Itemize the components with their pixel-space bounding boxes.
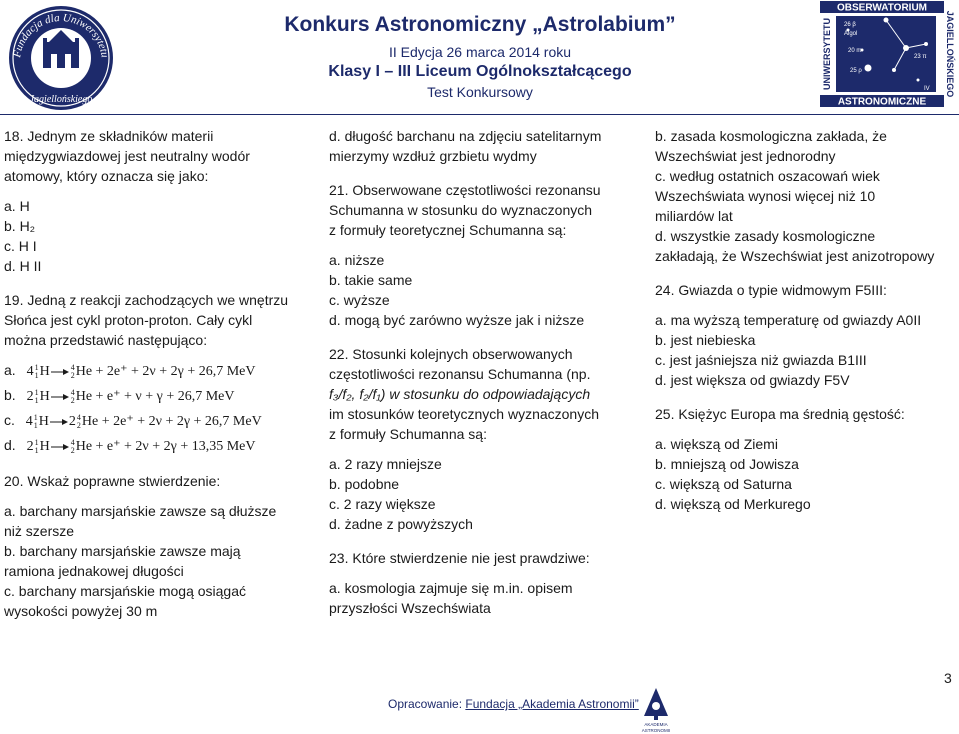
svg-text:Algol: Algol	[844, 31, 858, 37]
q22-line: 22. Stosunki kolejnych obserwowanych	[329, 346, 573, 362]
q21-option: c. wyższe	[329, 292, 390, 308]
q18-line: międzygwiazdowej jest neutralny wodór	[4, 148, 250, 164]
q22-option: c. 2 razy większe	[329, 496, 436, 512]
q25-option: c. większą od Saturna	[655, 476, 792, 492]
q20-option: mierzymy wzdłuż grzbietu wydmy	[329, 148, 537, 164]
equation: 2 1 1 H 4 2 He + e⁺ + 2ν + 2γ + 13,35 MeV	[26, 438, 256, 455]
test-header	[230, 12, 730, 102]
q21-line: 21. Obserwowane częstotliwości rezonansu	[329, 182, 601, 198]
q25-line: 25. Księżyc Europa ma średnią gęstość:	[655, 406, 905, 422]
q23-option: przyszłości Wszechświata	[329, 600, 491, 616]
q19-line: można przedstawić następująco:	[4, 332, 208, 348]
q24-option: a. ma wyższą temperaturę od gwiazdy A0II	[655, 312, 922, 328]
q24-option: b. jest niebieska	[655, 332, 756, 348]
q23-option: c. według ostatnich oszacowań wiek	[655, 168, 880, 184]
q22-line: im stosunków teoretycznych wyznaczonych	[329, 406, 599, 422]
foundation-seal-logo	[2, 2, 120, 112]
q22-option: d. żadne z powyższych	[329, 516, 473, 532]
svg-text:ASTRONOMICZNE: ASTRONOMICZNE	[837, 96, 927, 108]
q19-option-equation: d. 2 1 1 H 4 2 He + e⁺ + 2ν + 2γ + 13,35 MeV	[4, 437, 256, 455]
q22-line: f₃/f₂, f₂/f₁) w stosunku do odpowiadających	[329, 386, 591, 402]
q20-option: b. barchany marsjańskie zawsze mają	[4, 543, 241, 559]
q20-option: d. długość barchanu na zdjęciu satelitarnym	[329, 128, 602, 144]
column-middle	[329, 126, 629, 618]
svg-text:OBSERWATORIUM: OBSERWATORIUM	[836, 2, 928, 14]
q18-option: b. H₂	[4, 218, 36, 234]
q23-option: Wszechświat jest jednorodny	[655, 148, 836, 164]
svg-text:ASTRONOMII: ASTRONOMII	[641, 728, 671, 733]
equation: 2 1 1 H 4 2 He + e⁺ + ν + γ + 26,7 MeV	[26, 388, 235, 405]
q22-option: b. podobne	[329, 476, 400, 492]
q19-option-equation: a. 4 1 1 H 4 2 He + 2e⁺ + 2ν + 2γ + 26,7 MeV	[4, 362, 256, 380]
svg-text:AKADEMIA: AKADEMIA	[644, 722, 668, 727]
q24-option: c. jest jaśniejsza niż gwiazda B1III	[655, 352, 867, 368]
svg-text:Jagiellońskiego: Jagiellońskiego	[29, 94, 93, 105]
q20-option: niż szersze	[4, 523, 75, 539]
q25-option: d. większą od Merkurego	[655, 496, 811, 512]
q24-line: 24. Gwiazda o typie widmowym F5III:	[655, 282, 887, 298]
footer-credit: Opracowanie: Fundacja „Akademia Astronomii”	[388, 697, 639, 711]
q22-option: a. 2 razy mniejsze	[329, 456, 442, 472]
organization-name: Fundacja „Akademia Astronomii”	[465, 697, 639, 711]
q22-line: z formuły Schumanna są:	[329, 426, 487, 442]
q23-option: a. kosmologia zajmuje się m.in. opisem	[329, 580, 573, 596]
page-number: 3	[944, 670, 952, 686]
q24-option: d. jest większa od gwiazdy F5V	[655, 372, 850, 388]
q23-option: d. wszystkie zasady kosmologiczne	[655, 228, 876, 244]
svg-text:IV: IV	[924, 86, 930, 92]
q18-option: c. H I	[4, 238, 37, 254]
q21-line: Schumanna w stosunku do wyznaczonych	[329, 202, 593, 218]
q18-line: atomowy, który oznacza się jako:	[4, 168, 209, 184]
svg-text:Fundacja dla Uniwersytetu: Fundacja dla Uniwersytetu	[11, 11, 111, 59]
header-divider	[0, 114, 959, 115]
svg-text:26 β: 26 β	[844, 22, 856, 28]
svg-text:JAGIELLOŃSKIEGO: JAGIELLOŃSKIEGO	[945, 10, 955, 98]
edition-date: II Edycja 26 marca 2014 roku	[388, 44, 572, 60]
q25-option: a. większą od Ziemi	[655, 436, 778, 452]
reaction-arrow-icon	[50, 418, 68, 426]
svg-text:UNIWERSYTETU: UNIWERSYTETU	[822, 18, 832, 90]
q23-option: b. zasada kosmologiczna zakłada, że	[655, 128, 887, 144]
q20-option: wysokości powyżej 30 m	[4, 603, 158, 619]
q21-option: b. takie same	[329, 272, 413, 288]
akademia-astronomii-logo	[640, 686, 672, 734]
q19-option-equation: c. 4 1 1 H 2 4 2 He + 2e⁺ + 2ν + 2γ + 26,7 MeV	[4, 412, 262, 430]
reaction-arrow-icon	[51, 393, 69, 401]
q20-option: c. barchany marsjańskie mogą osiągać	[4, 583, 247, 599]
q22-line: częstotliwości rezonansu Schumanna (np.	[329, 366, 591, 382]
q23-option: miliardów lat	[655, 208, 733, 224]
q20-option: a. barchany marsjańskie zawsze są dłuższe	[4, 503, 277, 519]
q23-option: zakładają, że Wszechświat jest anizotropowy	[655, 248, 935, 264]
q25-option: b. mniejszą od Jowisza	[655, 456, 799, 472]
column-right	[655, 126, 955, 514]
svg-text:23 π: 23 π	[914, 54, 927, 60]
observatory-logo	[818, 0, 959, 110]
svg-text:20 m: 20 m	[848, 48, 862, 54]
q18-line: 18. Jednym ze składników materii	[4, 128, 214, 144]
q20-option: ramiona jednakowej długości	[4, 563, 184, 579]
q18-option: a. H	[4, 198, 30, 214]
q21-option: a. niższe	[329, 252, 385, 268]
q21-line: z formuły teoretycznej Schumanna są:	[329, 222, 567, 238]
q18-option: d. H II	[4, 258, 42, 274]
q23-line: 23. Które stwierdzenie nie jest prawdziwe:	[329, 550, 590, 566]
q19-line: 19. Jedną z reakcji zachodzących we wnętrzu	[4, 292, 289, 308]
column-left	[4, 126, 300, 621]
equation: 4 1 1 H 2 4 2 He + 2e⁺ + 2ν + 2γ + 26,7 MeV	[25, 413, 262, 430]
reaction-arrow-icon	[51, 368, 69, 376]
q19-option-equation: b. 2 1 1 H 4 2 He + e⁺ + ν + γ + 26,7 MeV	[4, 387, 235, 405]
contest-title: Konkurs Astronomiczny „Astrolabium”	[284, 13, 676, 36]
equation: 4 1 1 H 4 2 He + 2e⁺ + 2ν + 2γ + 26,7 MeV	[26, 363, 256, 380]
q23-option: Wszechświata wynosi więcej niż 10	[655, 188, 876, 204]
q21-option: d. mogą być zarówno wyższe jak i niższe	[329, 312, 585, 328]
q19-line: Słońca jest cykl proton-proton. Cały cykl	[4, 312, 253, 328]
test-label: Test Konkursowy	[427, 84, 533, 100]
q20-line: 20. Wskaż poprawne stwierdzenie:	[4, 473, 221, 489]
svg-text:25 ρ: 25 ρ	[850, 68, 862, 74]
reaction-arrow-icon	[51, 443, 69, 451]
target-classes: Klasy I – III Liceum Ogólnokształcącego	[328, 63, 632, 80]
